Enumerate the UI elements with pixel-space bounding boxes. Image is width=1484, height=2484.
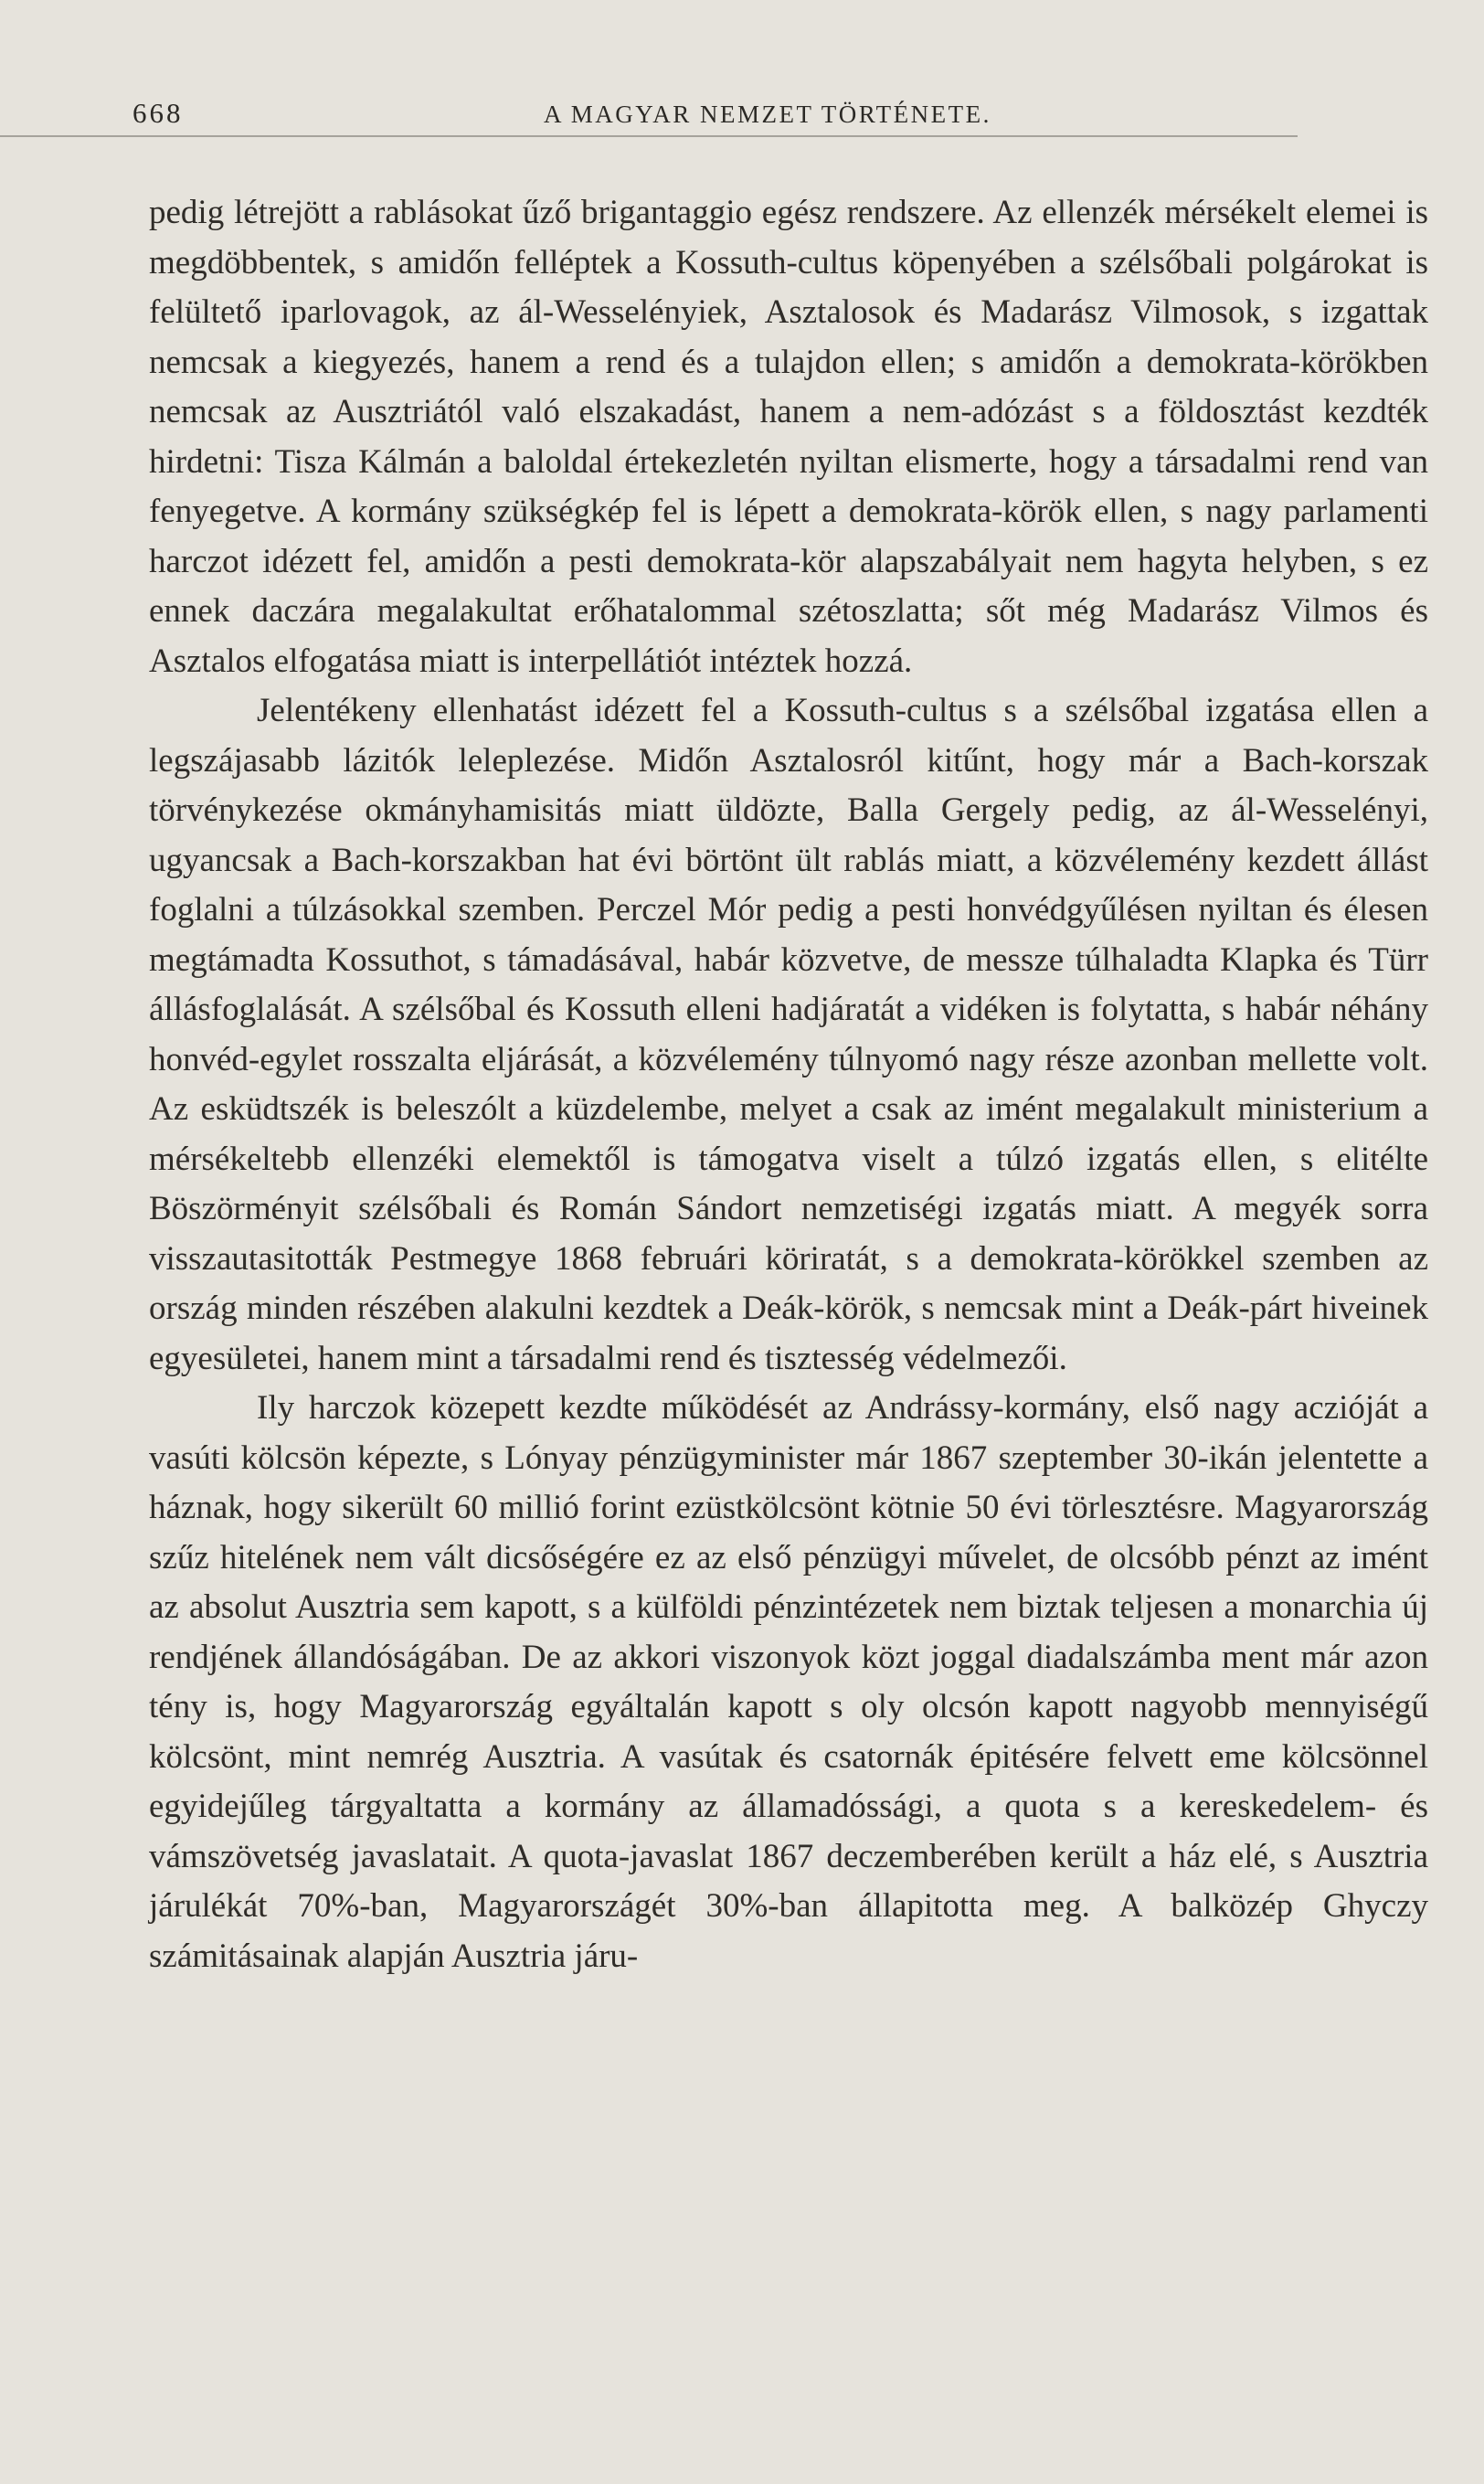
- paragraph-2: Jelentékeny ellenhatást idézett fel a Kossuth-cultus s a szélsőbal izgatása ellen a legszájasabb lázitók leleplezése. Midőn Asztalosról kitűnt, hogy már a Bach-korszak törvénykezése okmányhamisitás miatt üldözte, Balla Gergely pedig, az ál-Wesselényi, ugyancsak a Bach-korszakban hat évi börtönt ült rablás miatt, a közvélemény kezdett állást foglalni a túlzásokkal szemben. Perczel Mór pedig a pesti honvédgyűlésen nyiltan és élesen megtámadta Kossuthot, s támadásával, habár közvetve, de messze túlhaladta Klapka és Türr állásfoglalását. A szélsőbal és Kossuth elleni hadjáratát a vidéken is folytatta, s habár néhány honvéd-egylet rosszalta eljárását, a közvélemény túlnyomó nagy része azonban mellette volt. Az esküdtszék is beleszólt a küzdelembe, melyet a csak az imént megalakult ministerium a mérsékeltebb ellenzéki elemektől is támogatva viselt a túlzó izgatás ellen, s elitélte Böszörményit szélsőbali és Román Sándort nemzetiségi izgatás miatt. A megyék sorra visszautasitották Pestmegye 1868 februári köriratát, s a demokrata-körökkel szemben az ország minden részében alakulni kezdtek a Deák-körök, s nemcsak mint a Deák-párt hiveinek egyesületei, hanem mint a társadalmi rend és tisztesség védelmezői.: [149, 692, 1428, 1377]
- paragraph-1: pedig létrejött a rablásokat űző brigantaggio egész rendszere. Az ellenzék mérsékelt elemei is megdöbbentek, s amidőn felléptek a Kossuth-cultus köpenyében a szélsőbali polgárokat is felültető iparlovagok, az ál-Wesselényiek, Asztalosok és Madarász Vilmosok, s izgattak nemcsak a kiegyezés, hanem a rend és a tulajdon ellen; s amidőn a demokrata-körökben nemcsak az Ausztriától való elszakadást, hanem a nem-adózást s a földosztást kezdték hirdetni: Tisza Kálmán a baloldal értekezletén nyiltan elismerte, hogy a társadalmi rend van fenyegetve. A kormány szükségkép fel is lépett a demokrata-körök ellen, s nagy parlamenti harczot idézett fel, amidőn a pesti demokrata-kör alapszabályait nem hagyta helyben, s ez ennek daczára megalakultat erőhatalommal szétoszlatta; sőt még Madarász Vilmos és Asztalos elfogatása miatt is interpellátiót intéztek hozzá.: [149, 194, 1428, 680]
- running-title: A MAGYAR NEMZET TÖRTÉNETE.: [544, 101, 991, 128]
- page-header: [132, 88, 1430, 133]
- body-text: [149, 188, 1428, 1981]
- paragraph-3: Ily harczok közepett kezdte működését az Andrássy-kormány, első nagy aczióját a vasúti kölcsön képezte, s Lónyay pénzügyminister már 1867 szeptember 30-ikán jelentette a háznak, hogy sikerült 60 millió forint ezüstkölcsönt kötnie 50 évi törlesztésre. Magyarország szűz hitelének nem vált dicsőségére ez az első pénzügyi művelet, de olcsóbb pénzt az imént az absolut Ausztria sem kapott, s a külföldi pénzintézetek nem biztak teljesen a monarchia új rendjének állandóságában. De az akkori viszonyok közt joggal diadalszámba ment már azon tény is, hogy Magyarország egyáltalán kapott s oly olcsón kapott nagyobb mennyiségű kölcsönt, mint nemrég Ausztria. A vasútak és csatornák épitésére felvett eme kölcsönnel egyidejűleg tárgyaltatta a kormány az államadóssági, a quota s a kereskedelem- és vámszövetség javaslatait. A quota-javaslat 1867 deczemberében került a ház elé, s Ausztria járulékát 70%-ban, Magyarországét 30%-ban állapitotta meg. A balközép Ghyczy számitásainak alapján Ausztria járu-: [149, 1389, 1428, 1975]
- header-rule: [0, 135, 1298, 137]
- page-number: 668: [132, 97, 184, 129]
